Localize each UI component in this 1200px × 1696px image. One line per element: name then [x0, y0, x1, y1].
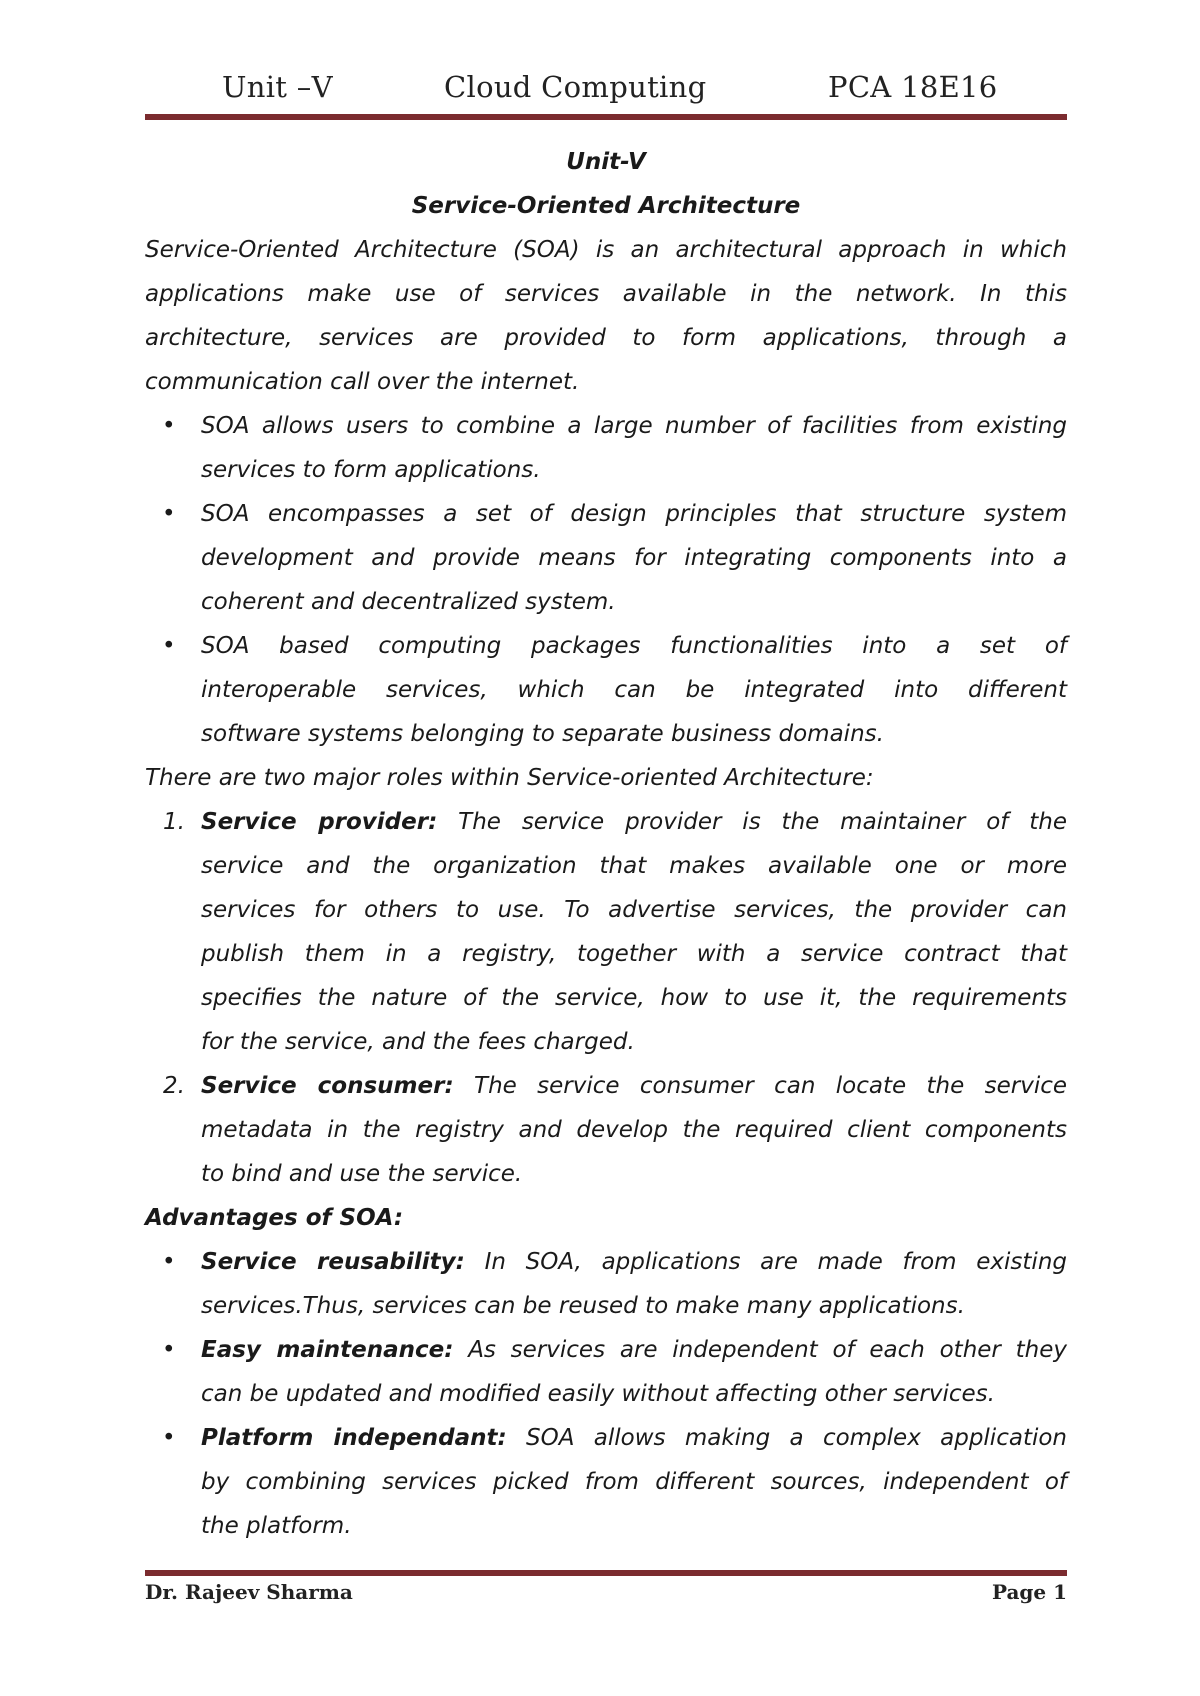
numbered-line: to bind and use the service.: [201, 1161, 523, 1187]
term: Service reusability:: [201, 1249, 465, 1275]
numbered-line: for the service, and the fees charged.: [201, 1029, 635, 1055]
bullet-line: services to form applications.: [201, 457, 541, 483]
term: Platform independant:: [201, 1425, 507, 1451]
bullet-icon: •: [162, 413, 176, 439]
header-code: PCA 18E16: [828, 70, 998, 104]
paragraph-line: communication call over the internet.: [145, 369, 580, 395]
numbered-line: 1. Service provider: The service provider is the maintainer of the: [145, 800, 1067, 844]
bullet-line: • SOA allows users to combine a large number of facilities from existing: [145, 404, 1067, 448]
bullet-line: • Easy maintenance: As services are independent of each other they: [145, 1328, 1067, 1372]
document-body: [145, 140, 1067, 1548]
list-number: 2.: [163, 1073, 185, 1099]
footer-author: Dr. Rajeev Sharma: [145, 1580, 353, 1604]
header-unit: Unit –V: [222, 70, 333, 104]
bullet-line: • Service reusability: In SOA, applications are made from existing: [145, 1240, 1067, 1284]
list-number: 1.: [163, 809, 185, 835]
term: Service provider:: [201, 809, 438, 835]
bullet-icon: •: [162, 1337, 176, 1363]
section-title: Service-Oriented Architecture: [411, 193, 801, 219]
bullet-line: coherent and decentralized system.: [201, 589, 616, 615]
header-rule: [145, 114, 1067, 120]
bullet-icon: •: [162, 1249, 176, 1275]
numbered-line: publish them in a registry, together with a service contract that: [201, 941, 1067, 967]
term: Service consumer:: [201, 1073, 454, 1099]
header-course: Cloud Computing: [444, 70, 707, 104]
bullet-line: the platform.: [201, 1513, 352, 1539]
roles-intro: There are two major roles within Service-oriented Architecture:: [145, 765, 874, 791]
numbered-line: metadata in the registry and develop the required client components: [201, 1117, 1067, 1143]
numbered-line: services for others to use. To advertise services, the provider can: [201, 897, 1067, 923]
bullet-line: software systems belonging to separate business domains.: [201, 721, 884, 747]
bullet-icon: •: [162, 501, 176, 527]
bullet-line: • Platform independant: SOA allows making a complex application: [145, 1416, 1067, 1460]
bullet-line: • SOA based computing packages functionalities into a set of: [145, 624, 1067, 668]
numbered-line: 2. Service consumer: The service consumer can locate the service: [145, 1064, 1067, 1108]
unit-title: Unit-V: [566, 149, 646, 175]
advantages-heading: Advantages of SOA:: [145, 1205, 404, 1231]
bullet-line: can be updated and modified easily without affecting other services.: [201, 1381, 995, 1407]
footer-rule: [145, 1570, 1067, 1576]
paragraph-line: Service-Oriented Architecture (SOA) is an architectural approach in which: [145, 237, 1067, 263]
term: Easy maintenance:: [201, 1337, 454, 1363]
numbered-line: specifies the nature of the service, how to use it, the requirements: [201, 985, 1067, 1011]
bullet-line: by combining services picked from different sources, independent of: [201, 1469, 1067, 1495]
bullet-icon: •: [162, 633, 176, 659]
paragraph-line: applications make use of services available in the network. In this: [145, 281, 1067, 307]
paragraph-line: architecture, services are provided to form applications, through a: [145, 325, 1067, 351]
bullet-icon: •: [162, 1425, 176, 1451]
bullet-line: development and provide means for integrating components into a: [201, 545, 1067, 571]
numbered-line: service and the organization that makes available one or more: [201, 853, 1067, 879]
footer-page-number: Page 1: [991, 1580, 1067, 1604]
bullet-line: services.Thus, services can be reused to make many applications.: [201, 1293, 965, 1319]
bullet-line: • SOA encompasses a set of design principles that structure system: [145, 492, 1067, 536]
bullet-line: interoperable services, which can be integrated into different: [201, 677, 1067, 703]
